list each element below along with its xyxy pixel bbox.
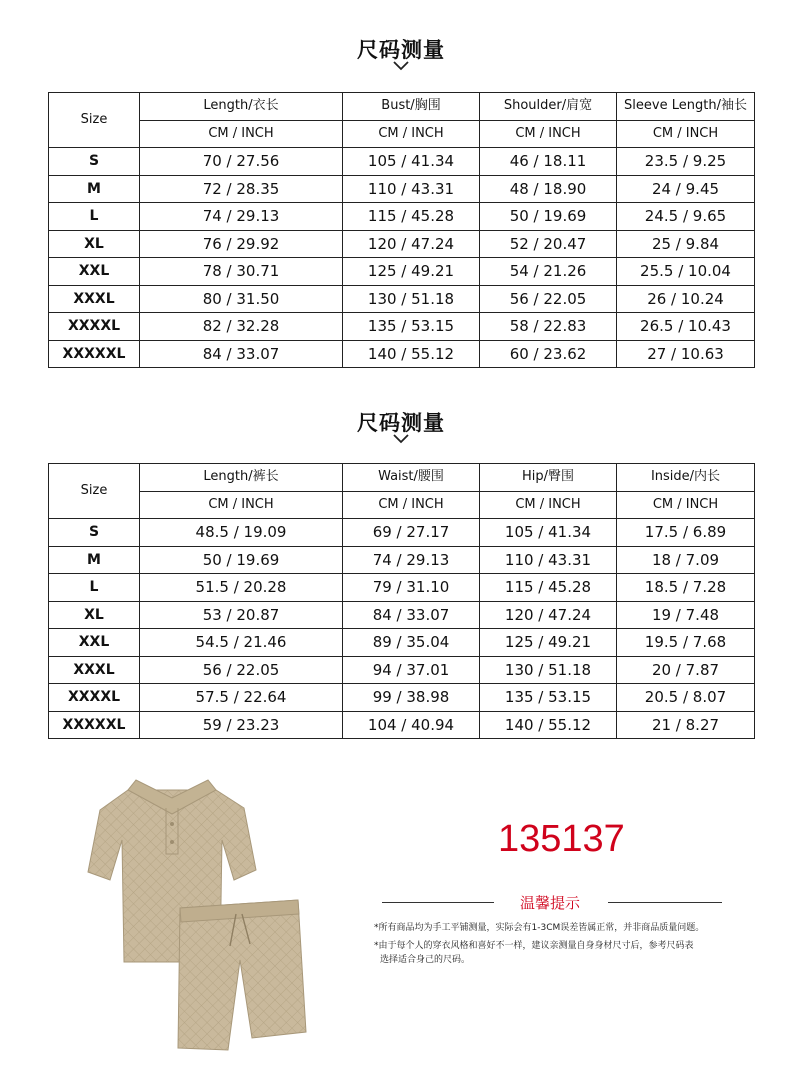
measurement-cell: 84 / 33.07 <box>343 601 480 629</box>
measurement-cell: 53 / 20.87 <box>140 601 343 629</box>
measurement-cell: 135 / 53.15 <box>343 313 480 341</box>
unit-label: CM / INCH <box>343 120 480 148</box>
table-row <box>49 313 755 341</box>
column-header: Hip/臀围 <box>480 464 617 492</box>
measurement-cell: 52 / 20.47 <box>480 230 617 258</box>
measurement-cell: 50 / 19.69 <box>480 203 617 231</box>
tip-text: *由于每个人的穿衣风格和喜好不一样，建议亲测量自身身材尺寸后，参考尺码表 <box>374 941 694 951</box>
unit-label: CM / INCH <box>617 120 755 148</box>
size-corner-label: Size <box>49 93 140 148</box>
size-label: S <box>49 148 140 176</box>
measurement-cell: 72 / 28.35 <box>140 175 343 203</box>
measurement-cell: 110 / 43.31 <box>480 546 617 574</box>
measurement-cell: 120 / 47.24 <box>480 601 617 629</box>
measurement-cell: 69 / 27.17 <box>343 519 480 547</box>
column-header: Waist/腰围 <box>343 464 480 492</box>
column-header: Bust/胸围 <box>343 93 480 121</box>
unit-label: CM / INCH <box>343 491 480 519</box>
measurement-cell: 79 / 31.10 <box>343 574 480 602</box>
measurement-cell: 70 / 27.56 <box>140 148 343 176</box>
measurement-cell: 17.5 / 6.89 <box>617 519 755 547</box>
measurement-cell: 140 / 55.12 <box>480 711 617 739</box>
measurement-cell: 23.5 / 9.25 <box>617 148 755 176</box>
measurement-cell: 26 / 10.24 <box>617 285 755 313</box>
table-row <box>49 340 755 368</box>
unit-label: CM / INCH <box>140 120 343 148</box>
tip-text: *所有商品均为手工平铺测量，实际会有1-3CM误差皆属正常，并非商品质量问题。 <box>374 923 705 933</box>
measurement-cell: 76 / 29.92 <box>140 230 343 258</box>
table-row <box>49 175 755 203</box>
unit-label: CM / INCH <box>480 491 617 519</box>
tip-text: 选择适合身己的尺码。 <box>380 955 471 965</box>
measurement-cell: 135 / 53.15 <box>480 684 617 712</box>
size-label: S <box>49 519 140 547</box>
measurement-cell: 25 / 9.84 <box>617 230 755 258</box>
measurement-cell: 18 / 7.09 <box>617 546 755 574</box>
column-header: Inside/内长 <box>617 464 755 492</box>
size-label: XXXXL <box>49 684 140 712</box>
measurement-cell: 130 / 51.18 <box>343 285 480 313</box>
size-label: XL <box>49 601 140 629</box>
measurement-cell: 56 / 22.05 <box>480 285 617 313</box>
measurement-cell: 25.5 / 10.04 <box>617 258 755 286</box>
measurement-cell: 120 / 47.24 <box>343 230 480 258</box>
column-header: Length/衣长 <box>140 93 343 121</box>
size-label: XXXL <box>49 285 140 313</box>
measurement-cell: 50 / 19.69 <box>140 546 343 574</box>
measurement-cell: 115 / 45.28 <box>480 574 617 602</box>
size-label: XXXXXL <box>49 340 140 368</box>
header-row <box>49 464 755 492</box>
tips-title: 温馨提示 <box>519 894 580 912</box>
size-label: XXXXXL <box>49 711 140 739</box>
measurement-cell: 20 / 7.87 <box>617 656 755 684</box>
measurement-cell: 19 / 7.48 <box>617 601 755 629</box>
measurement-cell: 104 / 40.94 <box>343 711 480 739</box>
measurement-cell: 27 / 10.63 <box>617 340 755 368</box>
measurement-cell: 54 / 21.26 <box>480 258 617 286</box>
bottom-size-table <box>48 463 755 739</box>
top-section-title: 尺码测量 <box>357 38 445 62</box>
measurement-cell: 24.5 / 9.65 <box>617 203 755 231</box>
column-header: Length/裤长 <box>140 464 343 492</box>
table-row <box>49 711 755 739</box>
table-row <box>49 285 755 313</box>
size-label: L <box>49 574 140 602</box>
measurement-cell: 20.5 / 8.07 <box>617 684 755 712</box>
measurement-cell: 58 / 22.83 <box>480 313 617 341</box>
unit-row <box>49 491 755 519</box>
column-header: Sleeve Length/袖长 <box>617 93 755 121</box>
measurement-cell: 21 / 8.27 <box>617 711 755 739</box>
measurement-cell: 105 / 41.34 <box>480 519 617 547</box>
measurement-cell: 94 / 37.01 <box>343 656 480 684</box>
measurement-cell: 54.5 / 21.46 <box>140 629 343 657</box>
chevron-down-icon <box>392 433 410 445</box>
bottom-section-title: 尺码测量 <box>357 411 445 435</box>
measurement-cell: 105 / 41.34 <box>343 148 480 176</box>
measurement-cell: 130 / 51.18 <box>480 656 617 684</box>
size-corner-label: Size <box>49 464 140 519</box>
measurement-cell: 56 / 22.05 <box>140 656 343 684</box>
table-row <box>49 258 755 286</box>
measurement-cell: 125 / 49.21 <box>480 629 617 657</box>
table-row <box>49 629 755 657</box>
table-row <box>49 203 755 231</box>
unit-row <box>49 120 755 148</box>
measurement-cell: 48.5 / 19.09 <box>140 519 343 547</box>
measurement-cell: 82 / 32.28 <box>140 313 343 341</box>
table-row <box>49 519 755 547</box>
product-sku: 135137 <box>498 818 625 860</box>
measurement-cell: 26.5 / 10.43 <box>617 313 755 341</box>
table-row <box>49 148 755 176</box>
size-label: XXXXL <box>49 313 140 341</box>
size-label: M <box>49 546 140 574</box>
column-header: Shoulder/肩宽 <box>480 93 617 121</box>
shorts <box>178 900 306 1050</box>
size-label: XXL <box>49 629 140 657</box>
header-row <box>49 93 755 121</box>
measurement-cell: 19.5 / 7.68 <box>617 629 755 657</box>
size-label: XXL <box>49 258 140 286</box>
measurement-cell: 140 / 55.12 <box>343 340 480 368</box>
size-label: XXXL <box>49 656 140 684</box>
measurement-cell: 18.5 / 7.28 <box>617 574 755 602</box>
measurement-cell: 125 / 49.21 <box>343 258 480 286</box>
measurement-cell: 89 / 35.04 <box>343 629 480 657</box>
measurement-cell: 46 / 18.11 <box>480 148 617 176</box>
measurement-cell: 48 / 18.90 <box>480 175 617 203</box>
measurement-cell: 59 / 23.23 <box>140 711 343 739</box>
divider <box>608 902 722 903</box>
unit-label: CM / INCH <box>617 491 755 519</box>
measurement-cell: 78 / 30.71 <box>140 258 343 286</box>
unit-label: CM / INCH <box>140 491 343 519</box>
unit-label: CM / INCH <box>480 120 617 148</box>
measurement-cell: 99 / 38.98 <box>343 684 480 712</box>
product-image <box>60 762 320 1062</box>
divider <box>382 902 494 903</box>
measurement-cell: 80 / 31.50 <box>140 285 343 313</box>
size-label: XL <box>49 230 140 258</box>
table-row <box>49 601 755 629</box>
measurement-cell: 74 / 29.13 <box>343 546 480 574</box>
measurement-cell: 60 / 23.62 <box>480 340 617 368</box>
size-label: M <box>49 175 140 203</box>
size-label: L <box>49 203 140 231</box>
chevron-down-icon <box>392 60 410 72</box>
table-row <box>49 546 755 574</box>
table-row <box>49 574 755 602</box>
measurement-cell: 84 / 33.07 <box>140 340 343 368</box>
table-row <box>49 656 755 684</box>
top-size-table <box>48 92 755 368</box>
measurement-cell: 51.5 / 20.28 <box>140 574 343 602</box>
measurement-cell: 74 / 29.13 <box>140 203 343 231</box>
table-row <box>49 684 755 712</box>
measurement-cell: 24 / 9.45 <box>617 175 755 203</box>
measurement-cell: 115 / 45.28 <box>343 203 480 231</box>
measurement-cell: 57.5 / 22.64 <box>140 684 343 712</box>
measurement-cell: 110 / 43.31 <box>343 175 480 203</box>
table-row <box>49 230 755 258</box>
